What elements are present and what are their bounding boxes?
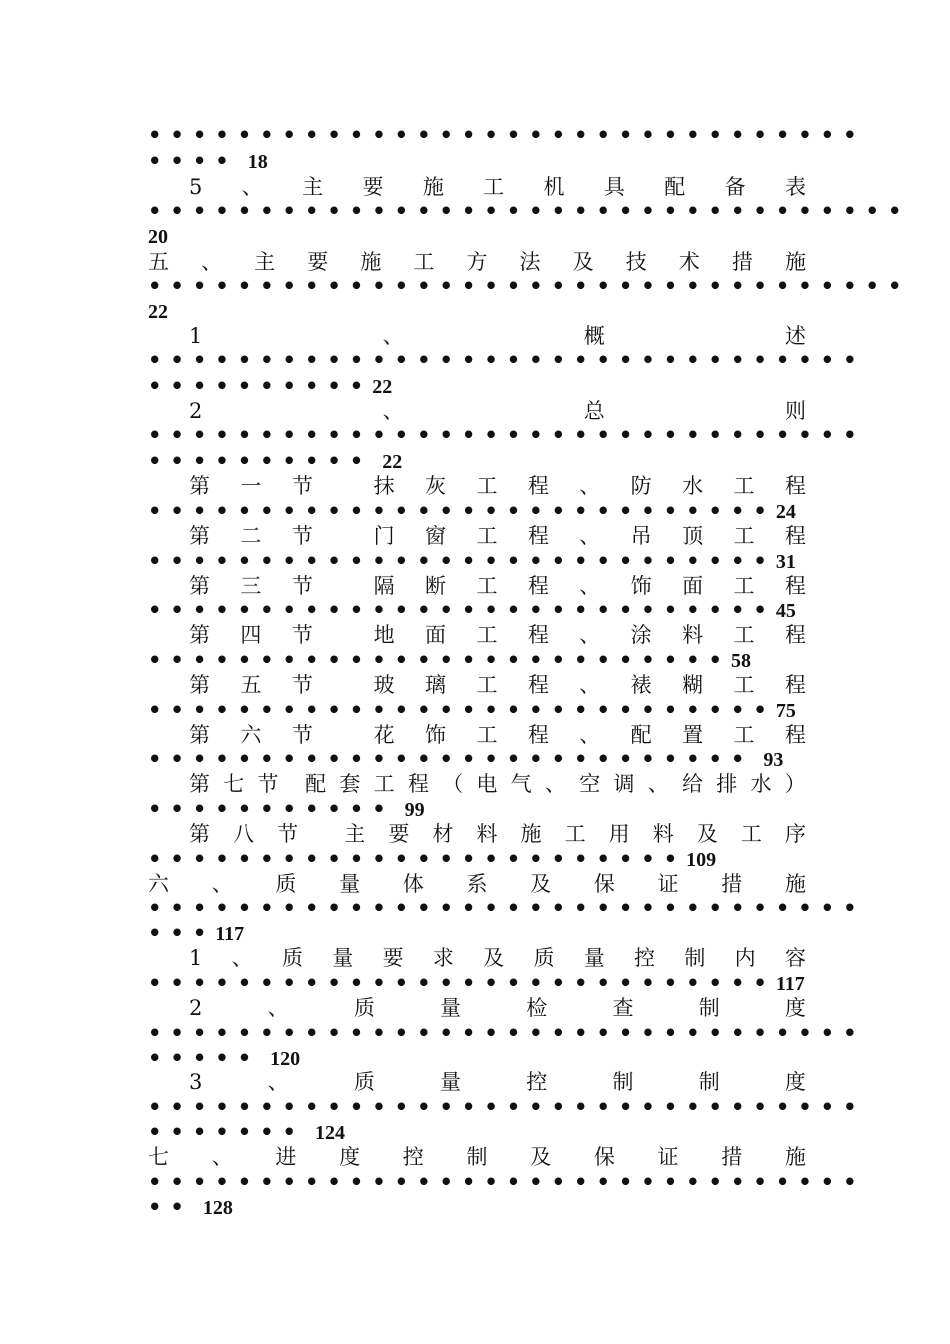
- title-char: 裱: [630, 673, 652, 697]
- leader-dots: ••••••••••••••••••••••••: [148, 847, 687, 871]
- page-number: 120: [270, 1048, 301, 1070]
- title-char: 五: [240, 673, 262, 697]
- title-char: 第: [189, 623, 210, 647]
- title-char: 程: [527, 623, 549, 647]
- title-char: 、: [579, 474, 601, 498]
- title-char: 节: [291, 474, 313, 498]
- title-char: 第: [189, 474, 210, 498]
- title-char: 程: [527, 524, 549, 548]
- title-char: 料: [476, 822, 498, 846]
- toc-entry-tail: [148, 597, 806, 623]
- title-char: 程: [527, 723, 549, 747]
- title-char: 隔: [373, 574, 395, 598]
- leader-dots: •••••: [148, 1046, 261, 1070]
- leader-dots: ••••••••••••••••••••••••••••: [148, 499, 776, 523]
- title-char: 工: [476, 524, 498, 548]
- title-char: 制: [698, 996, 720, 1020]
- title-char: 、: [579, 673, 601, 697]
- title-char: 施: [784, 872, 806, 896]
- title-char: 料: [652, 822, 674, 846]
- toc-entry-tail: [148, 647, 806, 673]
- leader-dots: ••••••••••••••••••••••••••••: [148, 698, 776, 722]
- title-char: 总: [583, 399, 605, 423]
- toc-entry-tail: [148, 373, 806, 399]
- title-char: 表: [784, 175, 806, 199]
- title-char: 施: [520, 822, 542, 846]
- page-number: 22: [382, 451, 403, 473]
- leader-dots: ••••••••••: [148, 374, 373, 398]
- page-number: 22: [372, 376, 393, 398]
- title-char: 量: [332, 946, 354, 970]
- title-char: 及: [530, 872, 552, 896]
- title-char: 工: [733, 474, 755, 498]
- title-char: 保: [593, 1145, 615, 1169]
- title-char: 三: [240, 574, 262, 598]
- leader-dots: •••: [148, 921, 216, 945]
- leader-dots: ••••••••••••••••••••••••••••••••••: [148, 199, 911, 223]
- title-char: 水: [682, 474, 704, 498]
- title-char: 1: [189, 946, 203, 970]
- page-number: 20: [148, 226, 168, 248]
- title-char: 方: [466, 250, 488, 274]
- title-char: 技: [625, 250, 647, 274]
- title-char: 2: [189, 996, 203, 1020]
- toc-entry-5-machinery-table[interactable]: [189, 174, 806, 200]
- leader-dots: ••••••••••: [148, 449, 373, 473]
- title-char: 防: [630, 474, 652, 498]
- title-char: 窗: [425, 524, 447, 548]
- toc-chapter-4[interactable]: [189, 622, 806, 648]
- page-number: 128: [202, 1197, 233, 1219]
- page-number: 18: [247, 151, 268, 173]
- title-char: 3: [189, 1070, 203, 1094]
- leader-dots: ••••••••••••••••••••••••••••: [148, 971, 776, 995]
- page-number: 93: [763, 749, 784, 771]
- title-char: 工: [413, 250, 435, 274]
- title-char: 则: [784, 399, 806, 423]
- leader-dots: ••••: [148, 149, 238, 173]
- title-char: 地: [373, 623, 395, 647]
- title-char: 程: [527, 474, 549, 498]
- title-char: 程: [784, 474, 806, 498]
- title-char: 节: [291, 623, 313, 647]
- title-char: 程: [784, 723, 806, 747]
- title-char: 查: [612, 996, 634, 1020]
- page-number: 117: [215, 923, 245, 945]
- title-char: 排: [716, 772, 738, 796]
- toc-entry-tail: [148, 846, 806, 872]
- title-char: 、: [231, 946, 253, 970]
- leader-dots: ••••••••••••••••••••••••••••••••: [148, 423, 866, 447]
- title-char: 程: [784, 524, 806, 548]
- toc-entry-tail: [148, 697, 806, 723]
- title-char: 术: [678, 250, 700, 274]
- title-char: 二: [240, 524, 262, 548]
- title-char: 工: [733, 673, 755, 697]
- title-char: 空: [579, 772, 601, 796]
- title-char: 施: [360, 250, 382, 274]
- page-number: 109: [686, 849, 717, 871]
- title-char: 2: [189, 399, 203, 423]
- title-char: 工: [733, 574, 755, 598]
- title-char: 措: [731, 250, 753, 274]
- title-char: 及: [696, 822, 718, 846]
- title-char: 面: [425, 623, 447, 647]
- title-char: 证: [657, 1145, 679, 1169]
- toc-entry-tail: [148, 796, 806, 822]
- title-char: 制: [466, 1145, 488, 1169]
- title-char: 电: [476, 772, 498, 796]
- title-char: 量: [440, 1070, 462, 1094]
- title-char: 主: [302, 175, 324, 199]
- title-char: 程: [784, 623, 806, 647]
- title-char: 施: [784, 1145, 806, 1169]
- title-char: 第: [189, 723, 210, 747]
- page-number: 31: [775, 551, 796, 573]
- title-char: 工: [476, 623, 498, 647]
- title-char: 灰: [425, 474, 447, 498]
- title-char: 四: [240, 623, 262, 647]
- toc-entry-tail: [148, 970, 806, 996]
- title-char: 给: [681, 772, 703, 796]
- page-number: 99: [404, 799, 425, 821]
- title-char: 六: [148, 872, 169, 896]
- title-char: 、: [579, 574, 601, 598]
- title-char: 饰: [630, 574, 652, 598]
- toc-chapter-7[interactable]: [189, 771, 806, 797]
- title-char: 程: [784, 673, 806, 697]
- title-char: 要: [307, 250, 329, 274]
- title-char: 工: [476, 723, 498, 747]
- title-char: 工: [476, 574, 498, 598]
- title-char: 八: [233, 822, 255, 846]
- title-char: 七: [148, 1145, 169, 1169]
- toc-entry-tail: [148, 148, 806, 174]
- title-char: 序: [784, 822, 806, 846]
- title-char: 质: [353, 1070, 375, 1094]
- title-char: 置: [682, 723, 704, 747]
- title-char: 检: [526, 996, 548, 1020]
- leader-dots: ••••••••••••••••••••••••••••••••: [148, 1021, 866, 1045]
- title-char: 断: [425, 574, 447, 598]
- title-char: 第: [189, 673, 210, 697]
- toc-entry-tail: [148, 920, 806, 946]
- title-char: 控: [402, 1145, 424, 1169]
- page-number: 45: [775, 600, 796, 622]
- leader-dots: •••••••: [148, 1120, 305, 1144]
- toc-entry-6-3[interactable]: [189, 1069, 806, 1095]
- leader-dots: ••••••••••••••••••••••••••••••••: [148, 1170, 866, 1194]
- title-char: 、: [382, 399, 404, 423]
- title-char: 水: [750, 772, 772, 796]
- title-char: 、: [579, 524, 601, 548]
- toc-entry-tail: [148, 746, 806, 772]
- title-char: 材: [432, 822, 454, 846]
- title-char: 施: [422, 175, 444, 199]
- title-char: 制: [684, 946, 706, 970]
- leader-dots: ••••••••••••••••••••••••••••••••: [148, 896, 866, 920]
- title-char: 、: [382, 324, 404, 348]
- title-char: 制: [698, 1070, 720, 1094]
- toc-entry-tail: [148, 548, 806, 574]
- toc-entry-tail: [148, 1194, 806, 1220]
- toc-entry-tail: [148, 1045, 806, 1071]
- title-char: 节: [291, 723, 313, 747]
- title-char: 七: [223, 772, 245, 796]
- leader-dots: ••••••••••••••••••••••••••••••••: [148, 1095, 866, 1119]
- title-char: 系: [466, 872, 488, 896]
- toc-section-5-methods[interactable]: [148, 249, 806, 275]
- title-char: 、: [241, 175, 263, 199]
- title-char: 述: [784, 324, 806, 348]
- title-char: 工: [483, 175, 505, 199]
- title-char: 控: [526, 1070, 548, 1094]
- title-char: （: [442, 772, 464, 796]
- title-char: 、: [647, 772, 669, 796]
- title-char: 质: [533, 946, 555, 970]
- toc-section-7-schedule[interactable]: [148, 1144, 806, 1170]
- title-char: 顶: [682, 524, 704, 548]
- title-char: 量: [583, 946, 605, 970]
- title-char: 主: [254, 250, 276, 274]
- title-char: 工: [476, 673, 498, 697]
- title-char: 工: [476, 474, 498, 498]
- title-char: 制: [612, 1070, 634, 1094]
- title-char: 、: [201, 250, 223, 274]
- title-char: 调: [613, 772, 635, 796]
- title-char: 六: [240, 723, 262, 747]
- title-char: 、: [544, 772, 566, 796]
- title-char: 抹: [373, 474, 395, 498]
- title-char: 第: [189, 524, 210, 548]
- title-char: 程: [784, 574, 806, 598]
- toc-chapter-5[interactable]: [189, 672, 806, 698]
- toc-entry-tail: [148, 498, 806, 524]
- title-char: 内: [734, 946, 756, 970]
- title-char: 及: [530, 1145, 552, 1169]
- title-char: 度: [784, 996, 806, 1020]
- leader-dots: ••••••••••••••••••••••••••: [148, 648, 731, 672]
- title-char: 质: [281, 946, 303, 970]
- title-char: 料: [682, 623, 704, 647]
- title-char: 配: [630, 723, 652, 747]
- title-char: 备: [724, 175, 746, 199]
- title-char: 套: [339, 772, 361, 796]
- title-char: 程: [527, 673, 549, 697]
- title-char: 量: [339, 872, 361, 896]
- title-char: 玻: [373, 673, 395, 697]
- leader-dots: ••••••••••••••••••••••••••••••••: [148, 123, 866, 147]
- page-number: 75: [775, 700, 796, 722]
- title-char: 要: [362, 175, 384, 199]
- title-char: 工: [740, 822, 762, 846]
- title-char: 具: [603, 175, 625, 199]
- title-char: 面: [682, 574, 704, 598]
- title-char: 工: [564, 822, 586, 846]
- title-char: 度: [339, 1145, 361, 1169]
- title-char: 第: [189, 574, 210, 598]
- title-char: 及: [572, 250, 594, 274]
- title-char: 门: [373, 524, 395, 548]
- title-char: 第: [189, 772, 210, 796]
- title-char: 工: [733, 723, 755, 747]
- page-number: 117: [775, 973, 805, 995]
- title-char: 配: [305, 772, 327, 796]
- toc-entry-5-1-overview[interactable]: [189, 323, 806, 349]
- title-char: 施: [784, 250, 806, 274]
- title-char: 第: [189, 822, 210, 846]
- title-char: 进: [275, 1145, 297, 1169]
- title-char: 节: [257, 772, 279, 796]
- toc-entry-tail: [148, 1119, 806, 1145]
- title-char: 工: [733, 623, 755, 647]
- toc-chapter-3[interactable]: [189, 573, 806, 599]
- title-char: 机: [543, 175, 565, 199]
- leader-dots: ••••••••••••••••••••••••••••••••••: [148, 274, 911, 298]
- leader-dots: •••••••••••: [148, 797, 395, 821]
- title-char: 保: [593, 872, 615, 896]
- title-char: 饰: [425, 723, 447, 747]
- title-char: 量: [440, 996, 462, 1020]
- title-char: 气: [510, 772, 532, 796]
- title-char: 法: [519, 250, 541, 274]
- toc-chapter-1[interactable]: [189, 473, 806, 499]
- leader-dots: ••••••••••••••••••••••••••••: [148, 549, 776, 573]
- title-char: 工: [373, 772, 395, 796]
- page-number: 58: [730, 650, 751, 672]
- toc-entry-tail: [148, 448, 806, 474]
- title-char: 、: [579, 723, 601, 747]
- toc-entry-5-2-general[interactable]: [189, 398, 806, 424]
- title-char: 节: [291, 673, 313, 697]
- title-char: 程: [407, 772, 429, 796]
- toc-entry-6-1[interactable]: [189, 945, 806, 971]
- toc-entry-6-2[interactable]: [189, 995, 806, 1021]
- title-char: 容: [784, 946, 806, 970]
- title-char: 及: [483, 946, 505, 970]
- page-number: 22: [148, 301, 168, 323]
- title-char: 、: [267, 1070, 289, 1094]
- title-char: 吊: [630, 524, 652, 548]
- toc-chapter-6[interactable]: [189, 722, 806, 748]
- title-char: 质: [275, 872, 297, 896]
- title-char: 1: [189, 324, 203, 348]
- title-char: 要: [388, 822, 410, 846]
- title-char: 证: [657, 872, 679, 896]
- title-char: 节: [291, 524, 313, 548]
- title-char: 控: [634, 946, 656, 970]
- page-number: 24: [775, 501, 796, 523]
- title-char: 节: [277, 822, 299, 846]
- title-char: 要: [382, 946, 404, 970]
- title-char: 糊: [682, 673, 704, 697]
- toc-chapter-8[interactable]: [189, 821, 806, 847]
- title-char: 度: [784, 1070, 806, 1094]
- title-char: 璃: [425, 673, 447, 697]
- title-char: 主: [344, 822, 366, 846]
- title-char: 质: [353, 996, 375, 1020]
- leader-dots: ••: [148, 1195, 193, 1219]
- title-char: 措: [721, 1145, 743, 1169]
- leader-dots: •••••••••••••••••••••••••••: [148, 747, 754, 771]
- title-char: 用: [608, 822, 630, 846]
- title-char: 涂: [630, 623, 652, 647]
- leader-dots: ••••••••••••••••••••••••••••••••: [148, 348, 866, 372]
- leader-dots: ••••••••••••••••••••••••••••: [148, 598, 776, 622]
- title-char: 节: [291, 574, 313, 598]
- title-char: 、: [211, 872, 233, 896]
- title-char: 、: [579, 623, 601, 647]
- title-char: 措: [721, 872, 743, 896]
- title-char: 求: [432, 946, 454, 970]
- title-char: 、: [211, 1145, 233, 1169]
- title-char: 概: [583, 324, 605, 348]
- title-char: 、: [267, 996, 289, 1020]
- title-char: 配: [664, 175, 686, 199]
- title-char: 花: [373, 723, 395, 747]
- title-char: ）: [784, 772, 806, 796]
- title-char: 体: [402, 872, 424, 896]
- title-char: 五: [148, 250, 169, 274]
- page-number: 124: [314, 1122, 345, 1144]
- title-char: 5: [189, 175, 203, 199]
- toc-chapter-2[interactable]: [189, 523, 806, 549]
- title-char: 一: [240, 474, 262, 498]
- title-char: 工: [733, 524, 755, 548]
- toc-section-6-quality[interactable]: [148, 871, 806, 897]
- title-char: 程: [527, 574, 549, 598]
